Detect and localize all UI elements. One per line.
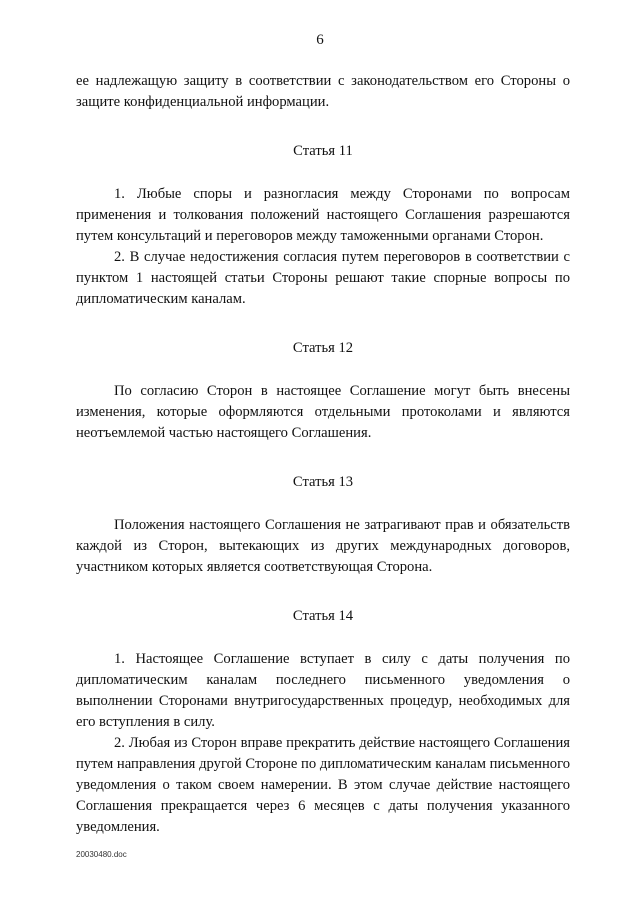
article-14 bbox=[76, 606, 570, 838]
document-body bbox=[76, 71, 570, 838]
article-heading: Статья 11 bbox=[293, 143, 353, 159]
article-heading: Статья 14 bbox=[292, 608, 354, 624]
intro-paragraph: ее надлежащую защиту в соответствии с законодательством его Стороны о защите конфиденциальной информации. bbox=[76, 73, 570, 110]
article-paragraph: По согласию Сторон в настоящее Соглашение могут быть внесены изменения, которые оформляются отдельными протоколами и являются неотъемлемой частью настоящего Соглашения. bbox=[76, 383, 570, 441]
article-paragraph: 2. Любая из Сторон вправе прекратить действие настоящего Соглашения путем направления другой Стороне по дипломатическим каналам письменного уведомления о таком своем намерении. В этом случае действие настоящего Соглашения прекращается через 6 месяцев с даты получения указанного уведомления. bbox=[76, 735, 570, 835]
article-paragraph: Положения настоящего Соглашения не затрагивают прав и обязательств каждой из Сторон, вытекающих из других международных договоров, участником которых является соответствующая Сторона. bbox=[76, 517, 570, 575]
article-heading: Статья 12 bbox=[292, 340, 354, 356]
article-12 bbox=[76, 338, 570, 444]
article-paragraph: 1. Любые споры и разногласия между Сторонами по вопросам применения и толкования положений настоящего Соглашения разрешаются путем консультаций и переговоров между таможенными органами Сторон. bbox=[76, 186, 570, 244]
footer-filename: 20030480.doc bbox=[76, 850, 127, 859]
article-heading: Статья 13 bbox=[292, 474, 354, 490]
page-number: 6 bbox=[316, 32, 324, 48]
article-paragraph: 1. Настоящее Соглашение вступает в силу с даты получения по дипломатическим каналам последнего письменного уведомления о выполнении Сторонами внутригосударственных процедур, необходимых для его вступления в силу. bbox=[76, 651, 570, 730]
article-11 bbox=[76, 141, 570, 310]
article-paragraph: 2. В случае недостижения согласия путем переговоров в соответствии с пунктом 1 настоящей статьи Стороны решают такие спорные вопросы по дипломатическим каналам. bbox=[76, 249, 570, 307]
article-13 bbox=[76, 472, 570, 578]
